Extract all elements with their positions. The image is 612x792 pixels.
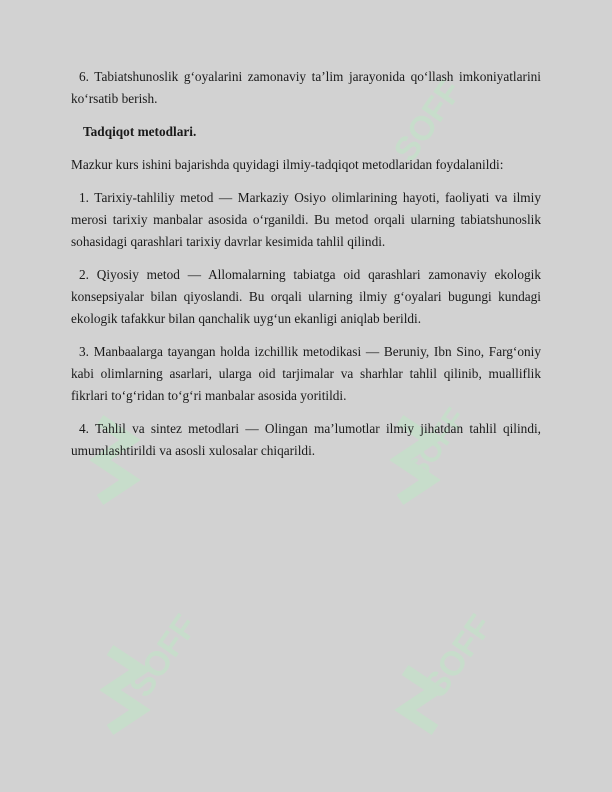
svg-text:SOFF: SOFF xyxy=(121,610,205,705)
method-2-paragraph: 2. Qiyosiy metod — Allomalarning tabiatga oid qarashlari zamonaviy ekologik konsepsiyalar bilan qiyoslandi. Bu orqali ularning ilmiy g‘oyalari bugungi kundagi ekologik tafakkur bilan qanchalik uyg‘un ekanligi aniqlab berildi. xyxy=(71,267,541,326)
section-heading: Tadqiqot metodlari. xyxy=(83,124,197,139)
watermark-logo xyxy=(90,610,220,740)
svg-text:SOFF: SOFF xyxy=(399,402,473,487)
document-body xyxy=(71,66,541,462)
method-3-paragraph: 3. Manbaalarga tayangan holda izchillik metodikasi — Beruniy, Ibn Sino, Farg‘oniy kabi olimlarning asarlari, ularga oid tarjimalar va sharhlar tahlil qilinib, mualliflik fikrlari to‘g‘ridan to‘g‘ri manbalar asosida yoritildi. xyxy=(71,344,541,403)
intro-paragraph: Mazkur kurs ishini bajarishda quyidagi ilmiy-tadqiqot metodlaridan foydalanildi: xyxy=(71,157,504,172)
svg-text:SOFF: SOFF xyxy=(386,72,470,169)
method-1-paragraph: 1. Tarixiy-tahliliy metod — Markaziy Osiyo olimlarining hayoti, faoliyati va ilmiy merosi tarixiy manbalar asosida o‘rganildi. Bu metod orqali ularning tabiatshunoslik sohasidagi qarashlari tarixiy davrlar kesimida tahlil qilindi. xyxy=(71,190,541,249)
item-6-paragraph: 6. Tabiatshunoslik g‘oyalarini zamonaviy ta’lim jarayonida qo‘llash imkoniyatlarini ko‘rsatib berish. xyxy=(71,69,541,106)
svg-text:SOFF: SOFF xyxy=(416,610,500,705)
watermark-logo xyxy=(385,610,515,740)
method-4-paragraph: 4. Tahlil va sintez metodlari — Olingan ma’lumotlar ilmiy jihatdan tahlil qilindi, umumlashtirildi va asosli xulosalar chiqarildi. xyxy=(71,421,541,458)
